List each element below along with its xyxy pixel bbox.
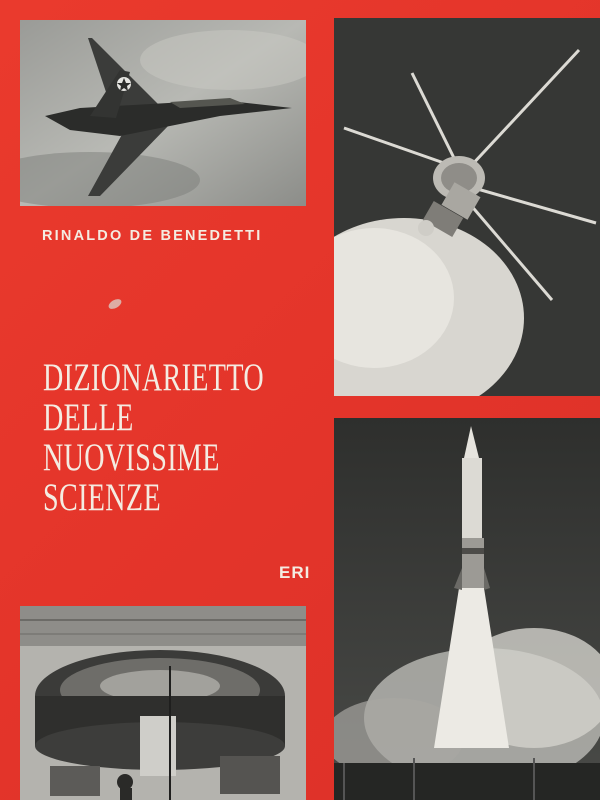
- title-line-3: NUOVISSIME: [43, 436, 220, 479]
- title-line-4: SCIENZE: [43, 476, 161, 519]
- book-title: [43, 356, 264, 519]
- title-line-1: DIZIONARIETTO: [43, 356, 264, 399]
- particle-accelerator-photo: [20, 606, 306, 800]
- title-line-2: DELLE: [43, 396, 134, 439]
- publisher-logo: ERI: [279, 563, 311, 582]
- author-name: RINALDO DE BENEDETTI: [42, 228, 263, 244]
- jet-aircraft-photo: [20, 20, 306, 206]
- satellite-photo: [334, 18, 600, 396]
- rocket-launch-photo: [334, 418, 600, 800]
- cover-stain: [107, 297, 123, 311]
